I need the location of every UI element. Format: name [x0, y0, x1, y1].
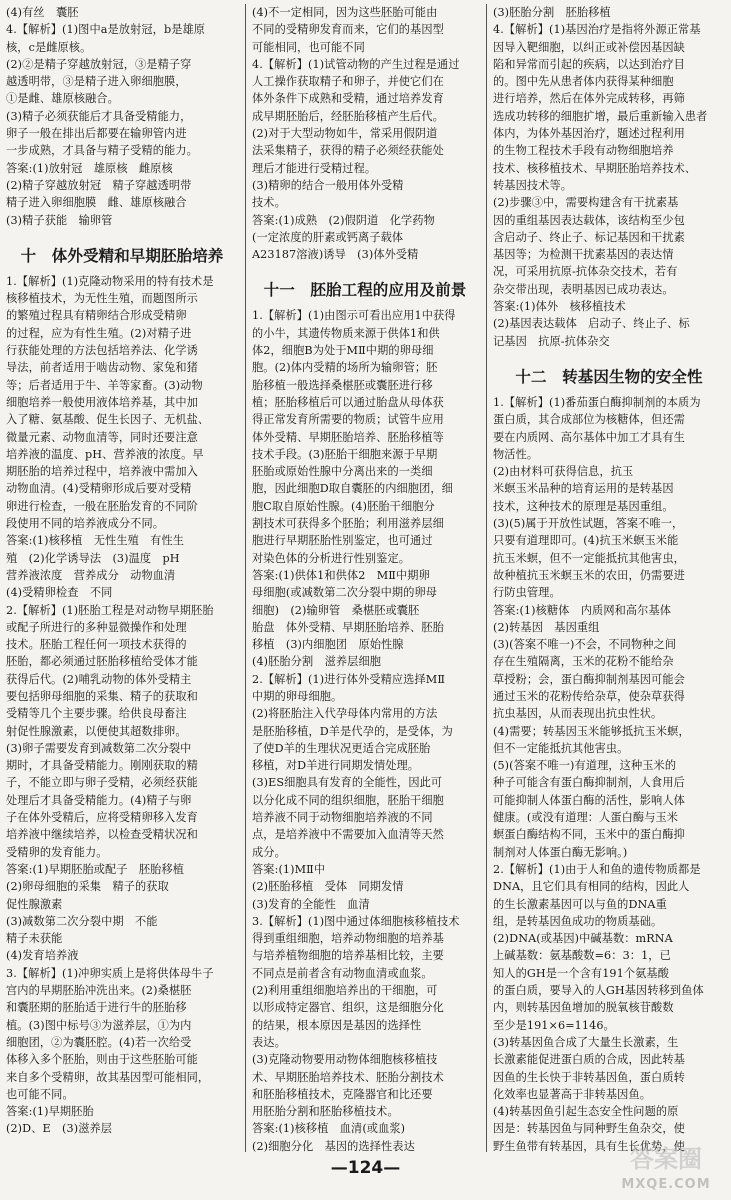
text-line: 胎移植一般选择桑椹胚或囊胚进行移 [252, 378, 433, 392]
question-analysis-line: 1.【解析】(1)由图示可看出应用1中获得 [252, 309, 456, 323]
text-line: 技术。 [252, 196, 286, 210]
text-line: 获得后代。(2)哺乳动物的体外受精主 [6, 672, 192, 686]
text-line: 精子未获能 [6, 932, 63, 946]
text-line: 精子进入卵细胞膜 雌、雄原核融合 [6, 196, 187, 210]
text-line: 受精等几个主要步骤。给供良母畜注 [6, 707, 187, 721]
text-line: 人工操作获取精子和卵子，并使它们在 [252, 75, 444, 89]
text-line: 一步成熟，才具备与精子受精的能力。 [6, 144, 198, 158]
question-analysis-line: 2.【解析】(1)进行体外受精应选择MⅡ [252, 672, 446, 686]
text-line: 割技术可获得多个胚胎；利用滋养层细 [252, 517, 444, 531]
text-line: 不同的受精卵发育而来，它们的基因型 [252, 23, 444, 37]
text-line: 组，是转基因鱼成功的物质基础。 [493, 914, 663, 928]
column-left [6, 4, 238, 1138]
text-line: (2)利用重组细胞培养出的干细胞，可 [252, 984, 438, 998]
answer-line: 答案:(1)MⅡ中 [252, 862, 326, 876]
text-line: 体移入多个胚胎，则由于这些胚胎可能 [6, 1053, 198, 1067]
text-line: 点，是培养液中不需要加入血清等天然 [252, 828, 444, 842]
text-line: 微量元素、动物血清等，同时还要注意 [6, 430, 198, 444]
text-line: 或配子所进行的多种显微操作和处理 [6, 620, 187, 634]
text-line: 的。图中先从患者体内获得某种细胞 [493, 75, 674, 89]
text-line: (2)卵母细胞的采集 精子的获取 [6, 880, 169, 894]
text-line: 因鱼的生长快于非转基因鱼，蛋白质转 [493, 1070, 685, 1084]
text-line: (4)不一定相同，因为这些胚胎可能由 [252, 6, 438, 19]
text-line: (3)精子获能 输卵管 [6, 213, 113, 227]
text-line: 进行培养，然后在体外完成转移，再筛 [493, 92, 685, 106]
question-analysis-line: 4.【解析】(1)基因治疗是指将外源正常基 [493, 23, 701, 37]
text-line: 故种植抗玉米螟玉米的农田，仍需要进 [493, 568, 685, 582]
text-line: 选成功转移的细胞扩增，最后重新输入患者 [493, 109, 708, 123]
text-line: 了使D羊的生理状况更适合完成胚胎 [252, 741, 431, 755]
text-line: 也可能不同。 [6, 1087, 74, 1101]
text-line: 的生物工程技术手段有动物细胞培养 [493, 144, 674, 158]
text-line: 期时，才具备受精能力。刚刚获取的精 [6, 759, 198, 773]
text-line: 的小牛，其遗传物质来源于供体1和供 [252, 326, 440, 340]
text-line: 期胚胎的培养过程中，培养液中需加入 [6, 465, 198, 479]
text-line: 术、早期胚胎培养技术、胚胎分割技术 [252, 1070, 444, 1084]
text-line: (一定浓度的肝素或钙离子载体 [252, 230, 404, 244]
text-line: 与培养植物细胞的培养基相比较，主要 [252, 949, 444, 963]
text-line: (4)转基因鱼引起生态安全性问题的原 [493, 1105, 679, 1119]
text-line: 动物血清。(4)受精卵形成后要对受精 [6, 482, 192, 496]
text-line: 陷和异常而引起的疾病，以达到治疗目 [493, 57, 685, 71]
text-line: 体2，细胞B为处于MⅡ中期的卵母细 [252, 344, 434, 358]
question-analysis-line: 1.【解析】(1)番茄蛋白酶抑制剂的本质为 [493, 395, 701, 409]
text-line: 植。(3)图中标号③为滋养层，①为内 [6, 1018, 192, 1032]
question-analysis-line: 4.【解析】(1)图中a是放射冠，b是雄原 [6, 23, 206, 37]
text-line: 上碱基数：氨基酸数=6：3：1，已 [493, 949, 671, 963]
text-line: 宫内的早期胚胎冲洗出来。(2)桑椹胚 [6, 984, 192, 998]
text-line: (3)克隆动物要用动物体细胞核移植技 [252, 1053, 438, 1067]
text-line: 细胞团，②为囊胚腔。(4)若一次给受 [6, 1035, 192, 1049]
text-line: (2)细胞分化 基因的选择性表达 [252, 1139, 415, 1153]
text-line: 体内，为体外基因治疗，题述过程利用 [493, 127, 685, 141]
text-line: 对染色体的分析进行性别鉴定。 [252, 551, 411, 565]
text-line: 体外条件下成熟和受精，通过培养发育 [252, 92, 444, 106]
text-line: (4)需要；转基因玉米能够抵抗玉米螟， [493, 724, 690, 738]
text-line: (3)(答案不唯一)不会，不同物种之间 [493, 638, 677, 652]
text-line: (2)精子穿越放射冠 精子穿越透明带 [6, 178, 192, 192]
text-line: 胎盘 体外受精、早期胚胎培养、胚胎 [252, 620, 444, 634]
text-line: (3)发育的全能性 血清 [252, 897, 370, 911]
watermark-logo-mark: 答案圈 [630, 1145, 702, 1173]
question-analysis-line: 2.【解析】(1)由于人和鱼的遗传物质都是 [493, 862, 701, 876]
text-line: 技术手段。(3)胚胎干细胞来源于早期 [252, 447, 438, 461]
text-line: 胞，因此细胞D取自囊胚的内细胞团，细 [252, 482, 453, 496]
text-line: 记基因 抗原-抗体杂交 [493, 334, 610, 348]
text-line: 移植，对D羊进行同期发情处理。 [252, 759, 420, 773]
text-line: 培养液不同于动物细胞培养液的不同 [252, 811, 433, 825]
text-line: 胚胎，都必须通过胚胎移植给受体才能 [6, 655, 198, 669]
text-line: 以形成特定器官、组织，这是细胞分化 [252, 1001, 444, 1015]
text-line: 的繁殖过程具有精卵结合形成受精卵 [6, 309, 187, 323]
text-line: 成早期胚胎后，经胚胎移植产生后代。 [252, 109, 444, 123]
text-line: 因导入靶细胞，以纠正或补偿因基因缺 [493, 40, 685, 54]
text-line: 的过程，应为有性生殖。(2)对精子进 [6, 326, 192, 340]
text-line: 化效率也显著高于非转基因鱼。 [493, 1087, 652, 1101]
text-line: 处理后才具备受精能力。(4)精子与卵 [6, 793, 192, 807]
text-line: 核，c是雌原核。 [6, 40, 92, 54]
text-line: 转基因技术等。 [493, 178, 573, 192]
answer-line: 答案:(1)核移植 血清(或血浆) [252, 1122, 406, 1136]
text-line: 行获能处理的方法包括培养法、化学诱 [6, 344, 198, 358]
text-line: 胞进行早期胚胎性别鉴定，也可通过 [252, 534, 433, 548]
text-line: 基因等；为检测干扰素基因的表达情 [493, 248, 674, 262]
question-analysis-line: 3.【解析】(1)图中通过体细胞核移植技术 [252, 914, 460, 928]
text-line: 只要有道理即可。(4)抗玉米螟玉米能 [493, 534, 679, 548]
answer-line: 答案:(1)成熟 (2)假阴道 化学药物 [252, 213, 435, 227]
text-line: 的蛋白质，要导入的人GH基因转移到鱼体 [493, 984, 704, 998]
text-line: 杂交带出现，表明基因已成功表达。 [493, 282, 674, 296]
text-line: (2)②是精子穿越放射冠，③是精子穿 [6, 57, 192, 71]
text-line: 但不一定能抵抗其他害虫。 [493, 741, 629, 755]
text-line: 理后才能进行受精过程。 [252, 161, 377, 175]
text-line: 技术。胚胎工程任何一项技术获得的 [6, 638, 187, 652]
section-heading: 十二 转基因生物的安全性 [515, 367, 703, 386]
text-line: 蛋白质，其合成部位为核糖体，但还需 [493, 413, 685, 427]
text-line: 植；胚胎移植后可以通过胎盘从母体获 [252, 395, 444, 409]
text-line: (3)精子必须获能后才具备受精能力， [6, 109, 192, 123]
text-line: 细胞) (2)输卵管 桑椹胚或囊胚 [252, 603, 420, 617]
page-number: —124— [330, 1158, 401, 1178]
text-line: 米螟玉米品种的培育运用的是转基因 [493, 482, 674, 496]
question-analysis-line: 1.【解析】(1)克隆动物采用的特有技术是 [6, 274, 214, 288]
text-line: 是胚胎移植，D羊是代孕的，是受体，为 [252, 724, 453, 738]
text-line: 因是：转基因鱼与同种野生鱼杂交，使 [493, 1122, 685, 1136]
text-line: 越透明带，③是精子进入卵细胞膜， [6, 75, 187, 89]
text-line: 得到重组细胞，培养动物细胞的培养基 [252, 932, 444, 946]
text-line: 要在内质网、高尔基体中加工才具有生 [493, 430, 685, 444]
column-divider [245, 4, 246, 1152]
text-line: 的生长激素基因可以与鱼的DNA重 [493, 897, 667, 911]
text-line: (2)基因表达载体 启动子、终止子、标 [493, 317, 690, 331]
answer-line: 答案:(1)核糖体 内质网和高尔基体 [493, 603, 672, 617]
text-line: 细胞培养一般使用液体培养基，其中加 [6, 395, 198, 409]
text-line: 法采集精子，获得的精子必须经获能处 [252, 144, 444, 158]
text-line: 技术，这种技术的原理是基因重组。 [493, 499, 674, 513]
section-heading: 十 体外受精和早期胚胎培养 [20, 246, 224, 265]
text-line: 胚胎或原始性腺中分离出来的一类细 [252, 465, 433, 479]
text-line: A23187溶液)诱导 (3)体外受精 [252, 248, 419, 262]
text-line: 入了糖、氨基酸、促生长因子、无机盐、 [6, 413, 210, 427]
text-line: (3)精卵的结合一般用体外受精 [252, 178, 404, 192]
text-line: 核移植技术，为无性生殖，而题图所示 [6, 292, 198, 306]
text-line: 螟蛋白酶结构不同，玉米中的蛋白酶抑 [493, 828, 685, 842]
text-line: (2)将胚胎注入代孕母体内常用的方法 [252, 707, 438, 721]
text-line: (4)有丝 囊胚 [6, 6, 79, 19]
text-line: 等；后者适用于牛、羊等家畜。(3)动物 [6, 378, 203, 392]
text-line: (2)由材料可获得信息，抗玉 [493, 465, 634, 479]
text-line: 况，可采用抗原-抗体杂交技术，若有 [493, 265, 678, 279]
text-line: 来自多个受精卵，故其基因型可能相同， [6, 1070, 210, 1084]
text-line: 的结果，根本原因是基因的选择性 [252, 1018, 422, 1032]
text-line: 存在生殖隔离，玉米的花粉不能给杂 [493, 655, 674, 669]
text-line: 至少是191×6=1146。 [493, 1018, 615, 1032]
text-line: 卵进行检查，一般在胚胎发育的不同阶 [6, 499, 198, 513]
text-line: 卵子一般在排出后都要在输卵管内进 [6, 127, 187, 141]
text-line: ①是雌、雄原核融合。 [6, 92, 119, 106]
text-line: 通过玉米的花粉传给杂草，使杂草获得 [493, 689, 685, 703]
question-analysis-line: 2.【解析】(1)胚胎工程是对动物早期胚胎 [6, 603, 214, 617]
text-line: 用胚胎分割和胚胎移植技术。 [252, 1105, 399, 1119]
text-line: (3)胚胎分割 胚胎移植 [493, 6, 611, 19]
text-line: 表达。 [252, 1035, 286, 1049]
text-line: 抗虫基因，从而表现出抗虫性状。 [493, 707, 663, 721]
text-line: (3)ES细胞具有发育的全能性，因此可 [252, 776, 443, 790]
text-line: 促性腺激素 [6, 897, 63, 911]
text-line: (2)DNA(或基因)中碱基数：mRNA [493, 932, 673, 946]
text-line: (2)转基因 基因重组 [493, 620, 600, 634]
text-line: 因的重组基因表达载体，该结构至少包 [493, 213, 685, 227]
watermark-site-text: MXQE.COM [621, 1177, 711, 1192]
column-divider [486, 4, 487, 1152]
question-analysis-line: 3.【解析】(1)冲卵实质上是将供体母牛子 [6, 966, 214, 980]
text-line: 子，不能立即与卵子受精，必须经获能 [6, 776, 198, 790]
text-line: 可能抑制人体蛋白酶的活性，影响人体 [493, 793, 685, 807]
text-line: (4)胚胎分割 滋养层细胞 [252, 655, 382, 669]
text-line: 和胚胎移植技术，克隆器官和比还要 [252, 1087, 433, 1101]
text-line: 殖 (2)化学诱导法 (3)温度 pH [6, 551, 180, 565]
answer-line: 答案:(1)早期胚胎或配子 胚胎移植 [6, 862, 185, 876]
text-line: 射促性腺激素，以便使其超数排卵。 [6, 724, 187, 738]
text-line: 和囊胚期的胚胎适于进行牛的胚胎移 [6, 1001, 187, 1015]
text-line: 以分化成不同的组织细胞，胚胎干细胞 [252, 793, 444, 807]
text-line: 野生鱼带有转基因，具有生长优势，使 [493, 1139, 685, 1153]
text-line: 段使用不同的培养液成分不同。 [6, 517, 165, 531]
text-line: 子在体外受精后，应将受精卵移入发育 [6, 811, 198, 825]
text-line: (2)D、E (3)滋养层 [6, 1122, 113, 1136]
text-line: (4)受精卵检查 不同 [6, 586, 113, 600]
text-line: 胞。(2)体内受精的场所为输卵管；胚 [252, 361, 438, 375]
text-line: 健康。(或没有道理：人蛋白酶与玉米 [493, 811, 679, 825]
text-line: DNA，且它们具有相同的结构，因此人 [493, 880, 690, 894]
text-line: 含启动子、终止子、标记基因和干扰素 [493, 230, 685, 244]
text-line: 母细胞(或减数第二次分裂中期的卵母 [252, 586, 438, 600]
answer-line: 答案:(1)供体1和供体2 MⅡ中期卵 [252, 568, 430, 582]
text-line: 体外受精、早期胚胎培养、胚胎移植等 [252, 430, 444, 444]
text-line: 导法，前者适用于啮齿动物、家兔和猪 [6, 361, 198, 375]
text-line: 营养液浓度 营养成分 动物血清 [6, 568, 176, 582]
answer-line: 答案:(1)早期胚胎 [6, 1105, 94, 1119]
text-line: 种子可能含有蛋白酶抑制剂，人食用后 [493, 776, 685, 790]
watermark-logo [607, 1144, 725, 1192]
text-line: 内，则转基因鱼增加的脱氧核苷酸数 [493, 1001, 674, 1015]
text-line: 得正常发育所需要的物质；试管牛应用 [252, 413, 444, 427]
question-analysis-line: 4.【解析】(1)试管动物的产生过程是通过 [252, 57, 460, 71]
answer-line: 答案:(1)放射冠 雄原核 雌原核 [6, 161, 173, 175]
text-line: 草授粉；会，蛋白酶抑制剂基因可能会 [493, 672, 685, 686]
text-line: 受精卵的发育能力。 [6, 845, 108, 859]
text-line: (4)发育培养液 [6, 949, 79, 963]
text-line: 可能相同，也可能不同 [252, 40, 365, 54]
answer-line: 答案:(1)核移植 无性生殖 有性生 [6, 534, 185, 548]
section-heading: 十一 胚胎工程的应用及前景 [263, 281, 467, 300]
text-line: (3)转基因鱼合成了大量生长激素，生 [493, 1035, 679, 1049]
text-line: (3)减数第二次分裂中期 不能 [6, 914, 158, 928]
text-line: (2)步骤③中，需要构建含有干扰素基 [493, 196, 679, 210]
text-line: (2)对于大型动物如牛，常采用假阴道 [252, 127, 438, 141]
text-line: 培养液的温度、pH、营养液的浓度。早 [6, 447, 204, 461]
text-line: 要包括卵母细胞的采集、精子的获取和 [6, 689, 198, 703]
text-line: 技术、核移植技术、早期胚胎培养技术、 [493, 161, 697, 175]
text-line: (3)(5)属于开放性试题，答案不唯一， [493, 517, 684, 531]
text-line: (2)胚胎移植 受体 同期发情 [252, 880, 404, 894]
text-line: 制剂对人体蛋白酶无影响。) [493, 845, 628, 859]
text-line: 物活性。 [493, 447, 539, 461]
column-middle [252, 4, 478, 1155]
answer-line: 答案:(1)体外 核移植技术 [493, 300, 626, 314]
column-right [493, 4, 725, 1155]
text-line: 中期的卵母细胞。 [252, 689, 343, 703]
text-line: (3)卵子需要发育到减数第二次分裂中 [6, 741, 192, 755]
text-line: 知人的GH是一个含有191个氨基酸 [493, 966, 669, 980]
text-line: 不同点是前者含有动物血清或血浆。 [252, 966, 433, 980]
text-line: 成分。 [252, 845, 286, 859]
text-line: 长激素能促进蛋白质的合成，因此转基 [493, 1053, 685, 1067]
text-line: (5)(答案不唯一)有道理，这种玉米的 [493, 759, 677, 773]
text-line: 培养液中继续培养，以检查受精状况和 [6, 828, 198, 842]
text-line: 行防虫管理。 [493, 586, 561, 600]
text-line: 胞C取自原始性腺。(4)胚胎干细胞分 [252, 499, 435, 513]
text-line: 移植 (3)内细胞团 原始性腺 [252, 638, 404, 652]
text-line: 抗玉米螟，但不一定能抵抗其他害虫， [493, 551, 685, 565]
